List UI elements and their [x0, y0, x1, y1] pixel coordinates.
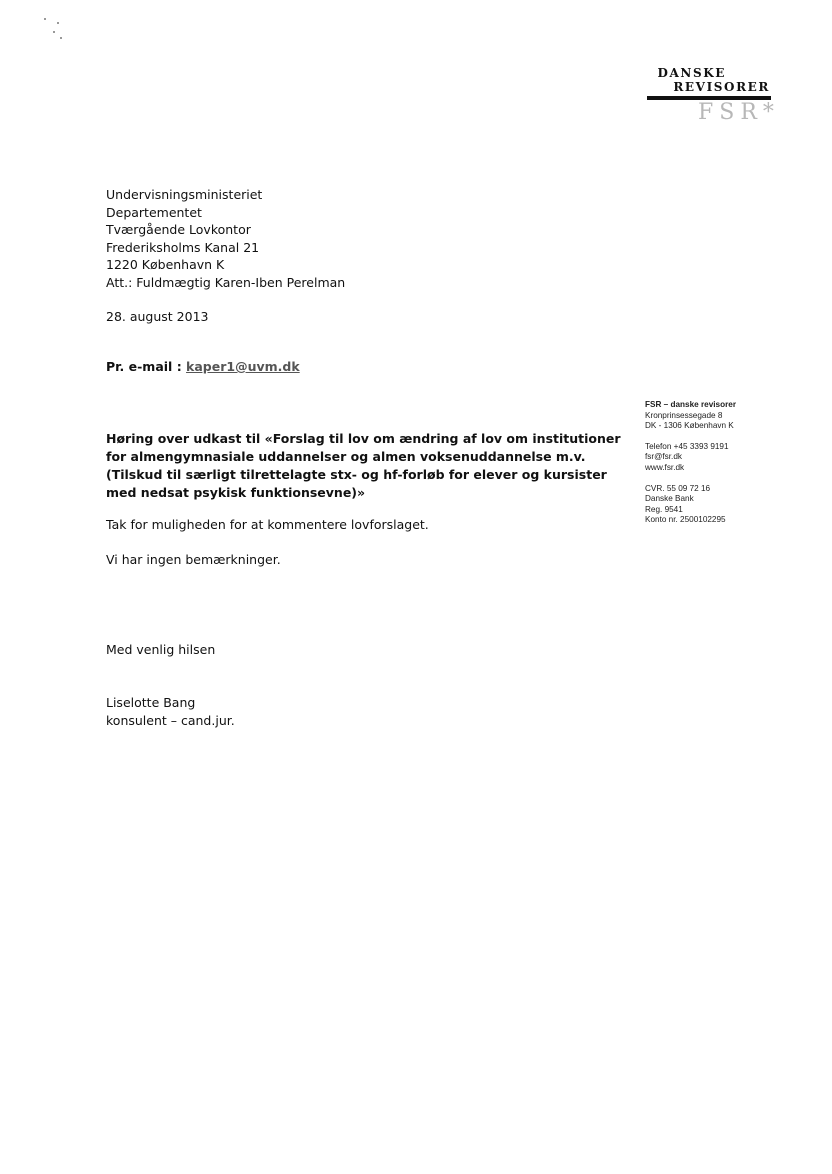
- subject-line: med nedsat psykisk funktionsevne)»: [106, 485, 366, 500]
- signer-title: konsulent – cand.jur.: [106, 713, 235, 728]
- email-label: Pr. e-mail :: [106, 359, 187, 374]
- subject-line: Høring over udkast til «Forslag til lov om ændring af lov om institutioner: [106, 431, 621, 446]
- recipient-line: 1220 København K: [106, 257, 225, 273]
- fsr-logo-wordmark: [657, 66, 770, 94]
- letter-date: 28. august 2013: [106, 309, 209, 324]
- body-paragraph-1: Tak for muligheden for at kommentere lovforslaget.: [106, 517, 429, 532]
- sender-bank: Danske Bank: [645, 494, 694, 504]
- recipient-line: Frederiksholms Kanal 21: [106, 239, 260, 255]
- subject-line: for almengymnasiale uddannelser og almen voksenuddannelse m.v.: [106, 449, 586, 464]
- closing-salutation: Med venlig hilsen: [106, 642, 216, 657]
- fsr-logo-icon: FSR*: [698, 100, 780, 125]
- scan-speck: [44, 18, 46, 20]
- sender-reg: Reg. 9541: [645, 504, 683, 514]
- sender-email: fsr@fsr.dk: [645, 452, 682, 462]
- recipient-line: Tværgående Lovkontor: [106, 222, 251, 238]
- subject-line: (Tilskud til særligt tilrettelagte stx- og hf-forløb for elever og kursister: [106, 467, 607, 482]
- recipient-line: Undervisningsministeriet: [106, 187, 263, 202]
- sender-info: [645, 400, 736, 526]
- sender-name: FSR – danske revisorer: [645, 400, 737, 409]
- email-link[interactable]: kaper1@uvm.dk: [186, 359, 300, 374]
- signer-name: Liselotte Bang: [106, 695, 196, 710]
- sender-city: DK - 1306 København K: [645, 421, 734, 431]
- sender-web: www.fsr.dk: [645, 462, 685, 472]
- recipient-address: [106, 186, 345, 292]
- sender-account: Konto nr. 2500102295: [645, 515, 726, 525]
- sender-phone: Telefon +45 3393 9191: [645, 441, 729, 451]
- recipient-line: Att.: Fuldmægtig Karen-Iben Perelman: [106, 274, 346, 290]
- sender-cvr: CVR. 55 09 72 16: [645, 483, 711, 493]
- scan-speck: [57, 22, 59, 24]
- letter-subject: [106, 430, 626, 502]
- logo-line-2: REVISORER: [673, 80, 770, 94]
- recipient-line: Departementet: [106, 204, 202, 220]
- email-line: [106, 359, 300, 374]
- scan-speck: [60, 37, 62, 39]
- scan-speck: [53, 31, 55, 33]
- signature-block: [106, 694, 235, 730]
- body-paragraph-2: Vi har ingen bemærkninger.: [106, 552, 281, 567]
- sender-street: Kronprinsessegade 8: [645, 410, 723, 420]
- logo-line-1: DANSKE: [657, 66, 726, 80]
